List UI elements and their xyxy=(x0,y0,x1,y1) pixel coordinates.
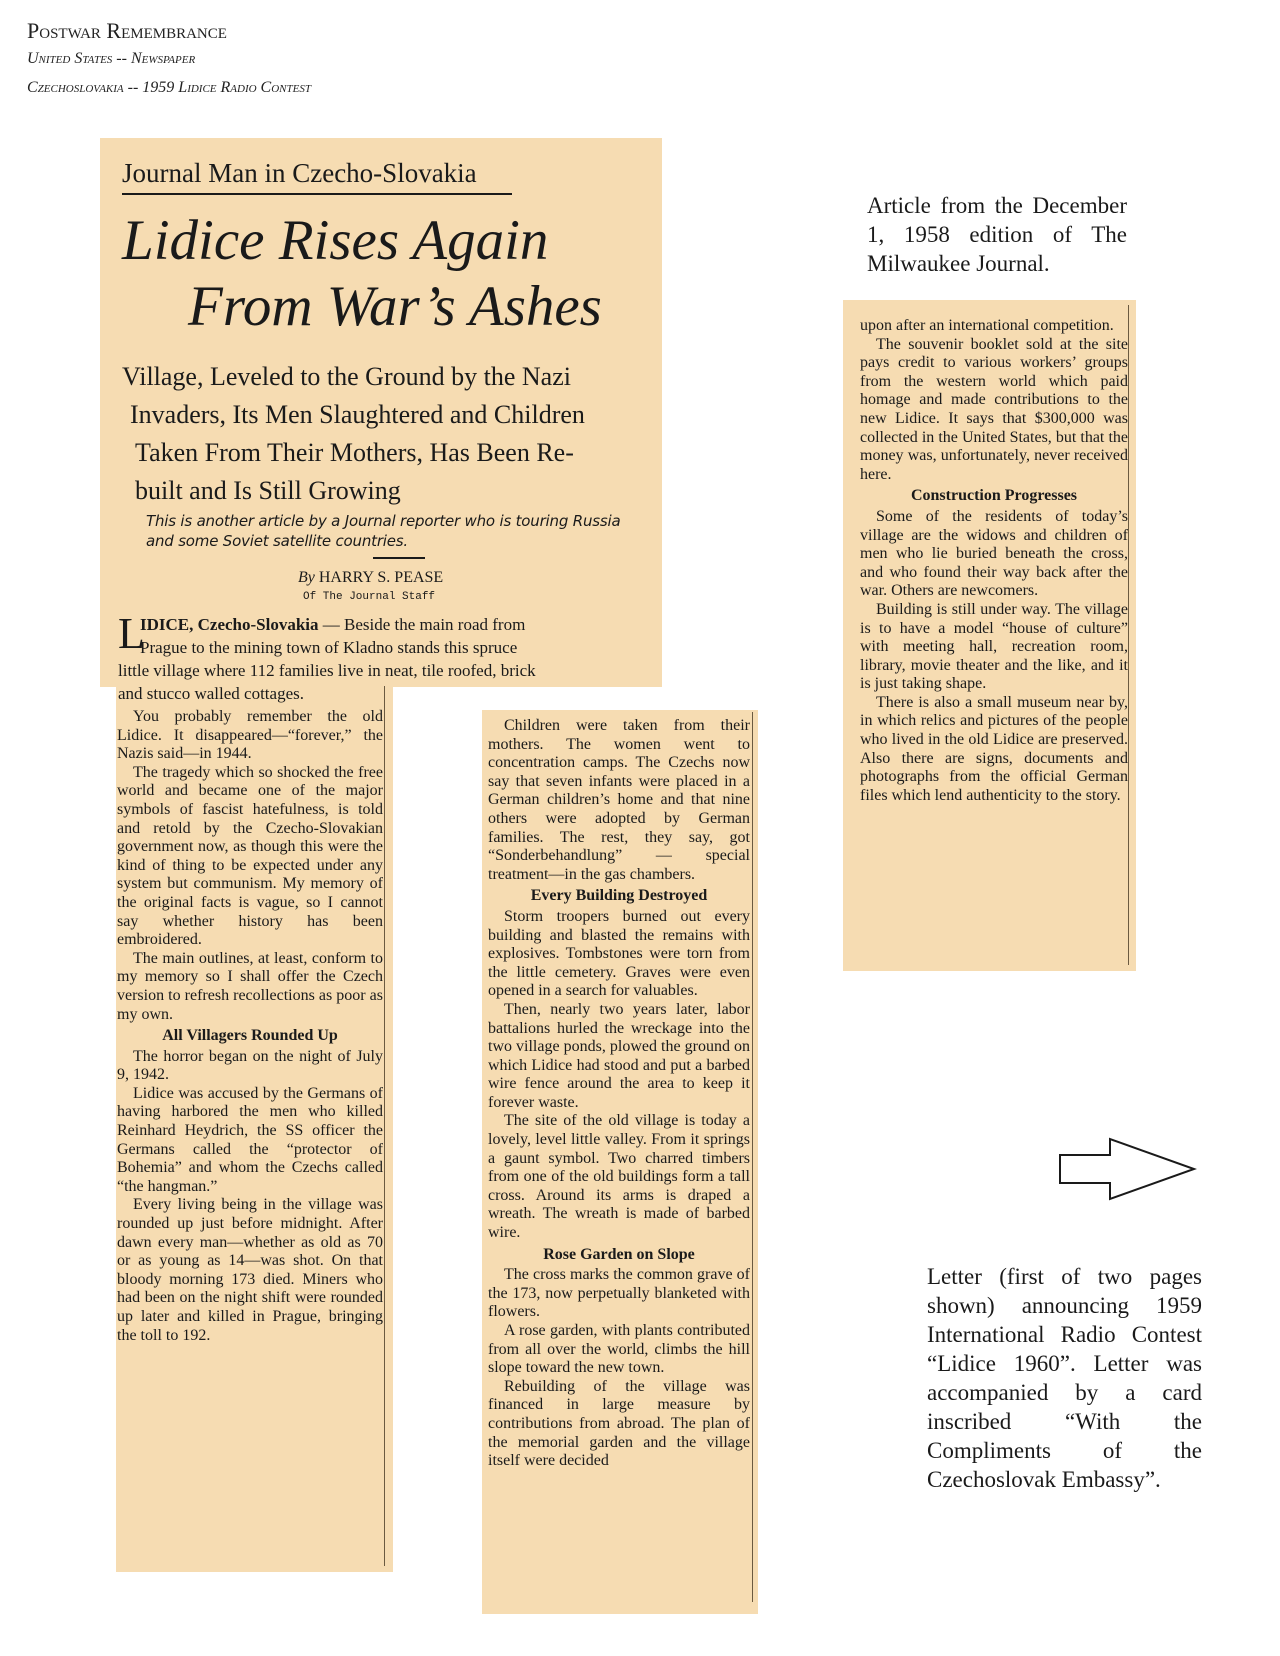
page-subheading-topic: Czechoslovakia -- 1959 Lidice Radio Contest xyxy=(27,79,311,96)
body-paragraph: upon after an international competition. xyxy=(860,317,1114,334)
deck-line: Invaders, Its Men Slaughtered and Children xyxy=(130,400,585,429)
page-heading: Postwar Remembrance xyxy=(27,18,227,43)
column-rule xyxy=(752,712,753,1602)
body-paragraph: Rebuilding of the village was financed in large measure by contributions from abroad. The plan of the memorial garden and the village itself were decided xyxy=(488,1377,750,1470)
lead-line: little village where 112 families live in neat, tile roofed, brick xyxy=(118,661,536,680)
body-paragraph: A rose garden, with plants contributed from all over the world, climbs the hill slope toward the new town. xyxy=(488,1322,750,1377)
letter-note-caption: Letter (first of two pages shown) announcing 1959 International Radio Contest “Lidice 1960”. Letter was accompanied by a card inscribed “With the Compliments of the Czechoslovak Embassy”. xyxy=(927,1264,1202,1492)
article-column-1 xyxy=(117,708,383,1345)
byline-staff: Of The Journal Staff xyxy=(303,591,436,603)
right-arrow-outline-icon xyxy=(1058,1137,1198,1201)
body-paragraph: The site of the old village is today a lovely, level little valley. From it springs a gaunt symbol. Two charred timbers from one of the old buildings form a tall cross. Around its arms is draped a wreath. The wreath is made of barbed wire. xyxy=(488,1112,750,1242)
body-paragraph: The horror began on the night of July 9, 1942. xyxy=(117,1047,383,1084)
body-paragraph: There is also a small museum near by, in which relics and pictures of the people who lived in the old Lidice are preserved. Also there are signs, documents and photographs from the official German files which lend authenticity to the story. xyxy=(860,693,1128,804)
lead-line: and stucco walled cottages. xyxy=(118,684,304,703)
section-subheading: All Villagers Rounded Up xyxy=(162,1027,338,1045)
article-headline-line-1: Lidice Rises Again xyxy=(122,209,549,272)
lead-line: Prague to the mining town of Kladno stands this spruce xyxy=(140,638,518,657)
body-paragraph: The main outlines, at least, conform to my memory so I shall offer the Czech version to refresh recollections as poor as my own. xyxy=(117,949,383,1023)
body-paragraph: The tragedy which so shocked the free world and became one of the major symbols of fascist hatefulness, is told and retold by the Czecho-Slovakian government now, as though this were the kind of thing to be expected under any system but communism. My memory of the original facts is vague, so I cannot say whether history has been embroidered. xyxy=(117,763,383,949)
article-deck xyxy=(122,358,652,510)
body-paragraph: Some of the residents of today’s village are the widows and children of men who lie buried beneath the cross, and who found their way back after the war. Others are newcomers. xyxy=(860,507,1128,600)
page-subheading-country: United States -- Newspaper xyxy=(27,50,196,67)
drop-cap: L xyxy=(118,609,145,658)
body-paragraph: Every living being in the village was rounded up just before midnight. After dawn every man—whether as old as 70 or as young as 14—was shot. On that bloody morning 173 died. Miners who had been on the night shift were rounded up later and killed in Prague, bringing the toll to 192. xyxy=(117,1196,383,1344)
body-paragraph: The souvenir booklet sold at the site pays credit to various workers’ groups from the western world which paid homage and made contributions to the new Lidice. It says that $300,000 was collected in the United States, but that the money was, unfortunately, never received here. xyxy=(860,335,1128,483)
dateline: IDICE, Czecho-Slovakia xyxy=(140,615,319,634)
article-kicker: Journal Man in Czecho-Slovakia xyxy=(122,158,477,188)
column-rule xyxy=(384,686,385,1566)
deck-line: Taken From Their Mothers, Has Been Re- xyxy=(135,438,574,467)
kicker-underline xyxy=(122,193,512,195)
deck-line: Village, Leveled to the Ground by the Nazi xyxy=(122,362,571,391)
body-paragraph: Storm troopers burned out every building and blasted the remains with explosives. Tombstones were torn from the little cemetery. Graves were even opened in a search for valuables. xyxy=(488,907,750,1000)
body-paragraph: Then, nearly two years later, labor battalions hurled the wreckage into the two village ponds, plowed the ground on which Lidice had stood and put a barbed wire fence around the area to keep it forever waste. xyxy=(488,1000,750,1111)
byline-divider xyxy=(373,557,425,559)
byline xyxy=(298,569,443,587)
body-paragraph: Children were taken from their mothers. The women went to concentration camps. The Czechs now say that seven infants were placed in a German children’s home and that nine others were adopted by German families. The rest, they say, got “Sonderbehandlung” — special treatment—in the gas chambers. xyxy=(488,717,750,883)
deck-line: built and Is Still Growing xyxy=(135,476,401,505)
byline-prefix: By xyxy=(298,569,315,586)
article-column-2 xyxy=(488,717,750,1471)
article-headline-line-2: From War’s Ashes xyxy=(188,275,602,338)
lead-line: IDICE, Czecho-Slovakia — Beside the main road from xyxy=(140,615,526,634)
article-source-caption: Article from the December 1, 1958 edition of The Milwaukee Journal. xyxy=(867,193,1127,276)
column-rule xyxy=(1128,305,1129,965)
body-paragraph: The cross marks the common grave of the 173, now perpetually blanketed with flowers. xyxy=(488,1266,750,1321)
section-subheading: Every Building Destroyed xyxy=(530,887,708,905)
byline-name: HARRY S. PEASE xyxy=(318,569,444,586)
article-column-3 xyxy=(860,317,1128,805)
body-paragraph: You probably remember the old Lidice. It disappeared—“forever,” the Nazis said—in 1944. xyxy=(117,708,383,763)
body-paragraph: Building is still under way. The village is to have a model “house of culture” with meeting hall, recreation room, library, movie theater and the like, and it is just taking shape. xyxy=(860,600,1128,693)
body-paragraph: Lidice was accused by the Germans of having harbored the men who killed Reinhard Heydrich, the SS officer the Germans called the “protector of Bohemia” and whom the Czechs called “the hangman.” xyxy=(117,1084,383,1195)
section-subheading: Rose Garden on Slope xyxy=(543,1245,695,1263)
article-lead-paragraph xyxy=(118,609,656,705)
article-intro-note: This is another article by a Journal reporter who is touring Russia and some Soviet satellite countries. xyxy=(146,512,621,550)
section-subheading: Construction Progresses xyxy=(910,487,1078,505)
